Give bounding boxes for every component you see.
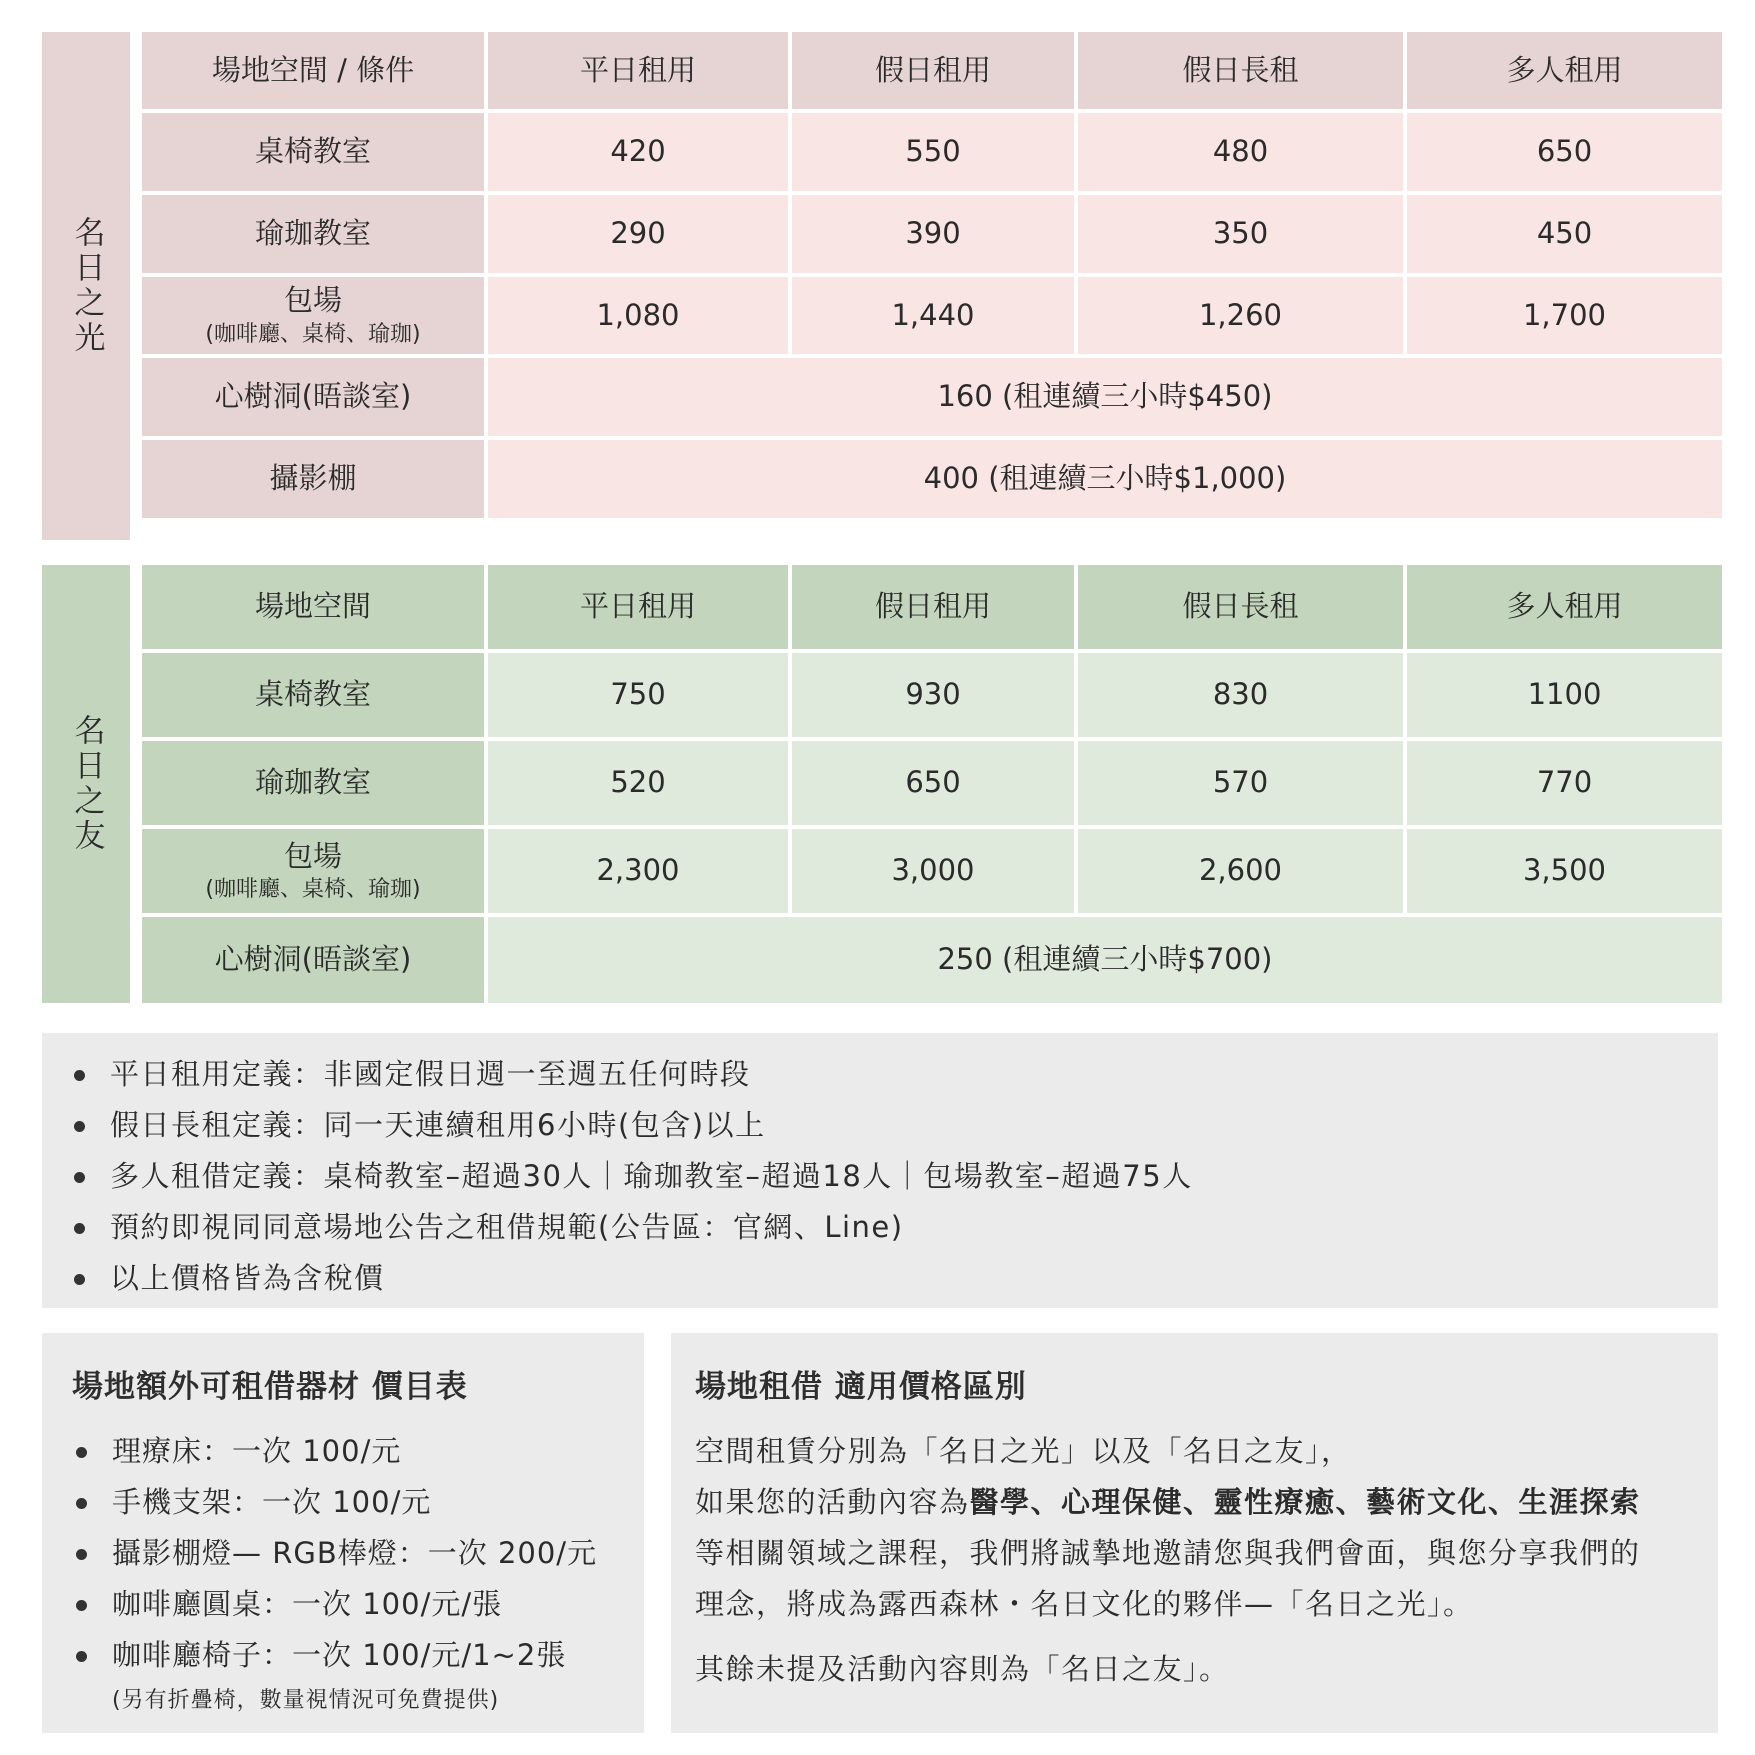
light-row-label: 攝影棚 xyxy=(142,440,484,518)
friend-header-group: 多人租用 xyxy=(1407,565,1722,649)
friend-grid xyxy=(142,565,1718,1003)
light-grid xyxy=(142,32,1718,540)
light-price-cell: 1,700 xyxy=(1407,277,1722,354)
light-price-cell: 350 xyxy=(1078,195,1403,273)
light-span-price: 160 (租連續三小時$450) xyxy=(488,358,1722,436)
friend-price-cell: 520 xyxy=(488,741,788,825)
friend-row-label: 桌椅教室 xyxy=(142,653,484,737)
light-row-label: 桌椅教室 xyxy=(142,113,484,191)
friend-side-label xyxy=(42,565,130,1003)
friend-price-cell: 1100 xyxy=(1407,653,1722,737)
friend-price-cell: 930 xyxy=(792,653,1074,737)
friend-row-label-text: 包場 xyxy=(283,838,342,873)
pricing-text-line xyxy=(695,1477,1718,1528)
friend-header-holiday: 假日租用 xyxy=(792,565,1074,649)
friend-span-price: 250 (租連續三小時$700) xyxy=(488,917,1722,1003)
light-price-cell: 1,260 xyxy=(1078,277,1403,354)
notes-panel xyxy=(42,1033,1718,1308)
light-price-cell: 1,440 xyxy=(792,277,1074,354)
light-row-label: 心樹洞(晤談室) xyxy=(142,358,484,436)
light-pricing-table xyxy=(42,32,1718,540)
friend-price-cell: 3,500 xyxy=(1407,829,1722,913)
friend-row-sublabel: (咖啡廳、桌椅、瑜珈) xyxy=(205,877,421,903)
light-price-cell: 550 xyxy=(792,113,1074,191)
light-price-cell: 650 xyxy=(1407,113,1722,191)
note-item: 預約即視同同意場地公告之租借規範(公告區：官網、Line) xyxy=(70,1202,1718,1253)
equipment-title: 場地額外可租借器材 價目表 xyxy=(72,1369,468,1405)
pricing-text-line: 空間租賃分別為「名日之光」以及「名日之友」， xyxy=(695,1434,1352,1468)
note-item: 假日長租定義：同一天連續租用6小時(包含)以上 xyxy=(70,1100,1718,1151)
light-price-cell: 420 xyxy=(488,113,788,191)
note-item: 以上價格皆為含稅價 xyxy=(70,1253,1718,1304)
light-row-label: 瑜珈教室 xyxy=(142,195,484,273)
light-row-label-text: 包場 xyxy=(283,283,342,318)
pricing-text-line: 理念，將成為露西森林・名日文化的夥伴—「名日之光」。 xyxy=(695,1587,1474,1621)
light-price-cell: 290 xyxy=(488,195,788,273)
friend-price-cell: 2,600 xyxy=(1078,829,1403,913)
equipment-item: 咖啡廳椅子：一次 100/元/1~2張 xyxy=(72,1630,644,1681)
friend-header-weekday: 平日租用 xyxy=(488,565,788,649)
friend-pricing-table xyxy=(42,565,1718,1003)
equipment-price-panel xyxy=(42,1333,644,1733)
equipment-item: 咖啡廳圓桌：一次 100/元/張 xyxy=(72,1579,644,1630)
light-header-holiday: 假日租用 xyxy=(792,32,1074,109)
light-price-cell: 390 xyxy=(792,195,1074,273)
light-header-group: 多人租用 xyxy=(1407,32,1722,109)
friend-row-label: 瑜珈教室 xyxy=(142,741,484,825)
light-header-space: 場地空間 / 條件 xyxy=(142,32,484,109)
light-price-cell: 1,080 xyxy=(488,277,788,354)
pricing-text-line: 其餘未提及活動內容則為「名日之友」。 xyxy=(695,1652,1230,1686)
light-span-price: 400 (租連續三小時$1,000) xyxy=(488,440,1722,518)
friend-row-label: 心樹洞(晤談室) xyxy=(142,917,484,1003)
equipment-item: 手機支架：一次 100/元 xyxy=(72,1477,644,1528)
notes-list xyxy=(70,1049,1718,1304)
pricing-fields-highlight: 醫學、心理保健、靈性療癒、藝術文化、生涯探索 xyxy=(969,1485,1641,1519)
light-row-sublabel: (咖啡廳、桌椅、瑜珈) xyxy=(205,321,421,347)
friend-price-cell: 770 xyxy=(1407,741,1722,825)
light-price-cell: 450 xyxy=(1407,195,1722,273)
friend-price-cell: 830 xyxy=(1078,653,1403,737)
light-side-label-text: 名日之光 xyxy=(68,216,105,356)
light-row-label-buyout xyxy=(142,277,484,354)
friend-price-cell: 570 xyxy=(1078,741,1403,825)
light-price-cell: 480 xyxy=(1078,113,1403,191)
friend-header-space: 場地空間 xyxy=(142,565,484,649)
note-item: 平日租用定義：非國定假日週一至週五任何時段 xyxy=(70,1049,1718,1100)
light-header-weekday: 平日租用 xyxy=(488,32,788,109)
equipment-footnote: (另有折疊椅，數量視情況可免費提供) xyxy=(112,1688,500,1713)
pricing-title: 場地租借 適用價格區別 xyxy=(695,1369,1027,1405)
equipment-list xyxy=(72,1426,644,1681)
note-item: 多人租借定義：桌椅教室–超過30人｜瑜珈教室–超過18人｜包場教室–超過75人 xyxy=(70,1151,1718,1202)
pricing-text-line: 等相關領域之課程，我們將誠摯地邀請您與我們會面，與您分享我們的 xyxy=(695,1536,1641,1570)
light-side-label xyxy=(42,32,130,540)
equipment-item: 攝影棚燈— RGB棒燈：一次 200/元 xyxy=(72,1528,644,1579)
friend-header-holiday-long: 假日長租 xyxy=(1078,565,1403,649)
friend-price-cell: 650 xyxy=(792,741,1074,825)
friend-price-cell: 750 xyxy=(488,653,788,737)
friend-side-label-text: 名日之友 xyxy=(68,714,105,854)
pricing-text-prefix: 如果您的活動內容為 xyxy=(695,1485,970,1519)
light-header-holiday-long: 假日長租 xyxy=(1078,32,1403,109)
equipment-item: 理療床：一次 100/元 xyxy=(72,1426,644,1477)
friend-price-cell: 2,300 xyxy=(488,829,788,913)
friend-price-cell: 3,000 xyxy=(792,829,1074,913)
pricing-rules-panel xyxy=(671,1333,1718,1733)
friend-row-label-buyout xyxy=(142,829,484,913)
